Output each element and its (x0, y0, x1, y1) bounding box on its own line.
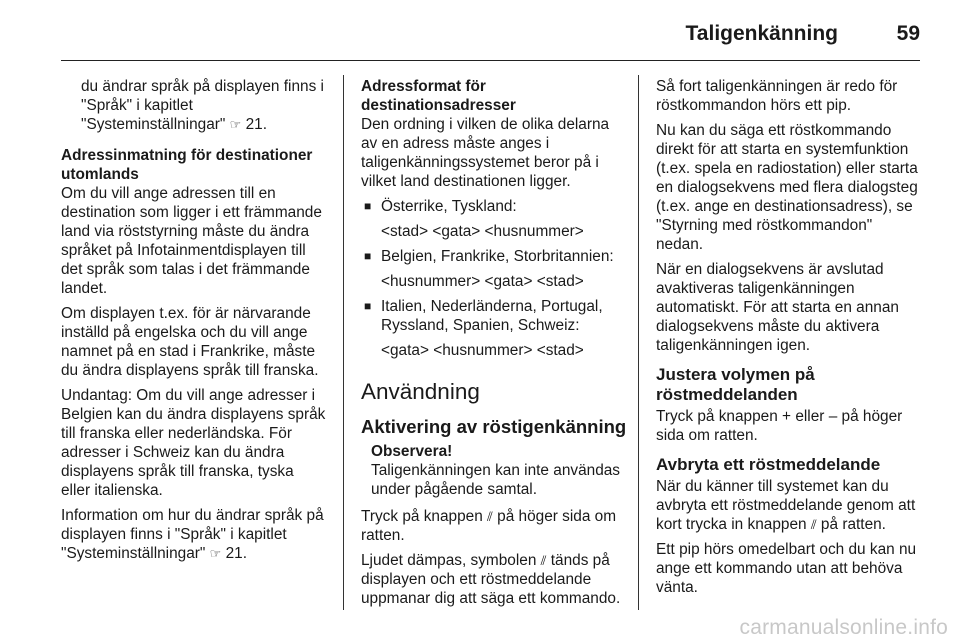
list-item: ■ Italien, Nederländerna, Portugal, Ryssland, Spanien, Schweiz: (361, 297, 627, 335)
country-format-list (361, 197, 627, 360)
header-divider (61, 60, 920, 61)
subsection-heading-volume: Justera volymen på röstmeddelanden (656, 365, 815, 404)
paragraph: Om du vill ange adressen till en destination som ligger i ett främmande land via röststyrning måste du ändra språket på Infotainmentdisplayen till det språk som talas i det främmande landet. (61, 185, 322, 297)
page-reference-icon: ☞ (229, 117, 242, 132)
watermark: carmanualsonline.info (739, 616, 948, 639)
column-divider-right (638, 75, 639, 610)
page-reference-link[interactable]: 21. (241, 116, 267, 133)
voice-button-icon: ⫽ (540, 553, 547, 568)
section-heading-address-format: Adressformat för destinationsadresser (361, 78, 516, 114)
page-number: 59 (896, 22, 920, 45)
note-title: Observera! (371, 443, 453, 460)
list-item: ■ Österrike, Tyskland: (361, 197, 627, 216)
note-box (361, 442, 627, 499)
page-header (61, 10, 920, 60)
column-divider-left (343, 75, 344, 610)
paragraph: När du känner till systemet kan du avbryta ett röstmeddelande genom att kort trycka in knappen ⫽ på ratten. (656, 478, 916, 533)
column-left (61, 77, 327, 569)
paragraph: Ljudet dämpas, symbolen ⫽ tänds på displayen och ett röstmeddelande uppmanar dig att säga ett kommando. (361, 552, 621, 607)
paragraph: Tryck på knappen + eller – på höger sida om ratten. (656, 408, 903, 444)
note-text: Taligenkänningen kan inte användas under pågående samtal. (371, 462, 621, 498)
paragraph: Så fort taligenkänningen är redo för röstkommandon hörs ett pip. (656, 78, 898, 114)
section-heading-foreign-address: Adressinmatning för destinationer utomlands (61, 147, 313, 183)
subsection-heading-cancel: Avbryta ett röstmeddelande (656, 455, 881, 474)
list-item: ■ Belgien, Frankrike, Storbritannien: (361, 247, 627, 266)
intro-paragraph: du ändrar språk på displayen finns i "Språk" i kapitlet "Systeminställningar" ☞ 21. (81, 78, 324, 133)
page-reference-icon: ☞ (209, 546, 222, 561)
page-reference-link[interactable]: 21. (221, 545, 247, 562)
paragraph: Nu kan du säga ett röstkommando direkt för att starta en systemfunktion (t.ex. spela en radiostation) eller starta en dialogsekvens med flera dialogsteg (t.ex. ange en destinationsadress), se "Styrning med röstkommandon" nedan. (656, 122, 918, 253)
paragraph: Den ordning i vilken de olika delarna av en adress måste anges i taligenkänningssystemet beror på i vilket land destinationen ligger. (361, 116, 610, 190)
subsection-heading: Aktivering av röstigenkänning (361, 416, 627, 437)
address-format: <husnummer> <gata> <stad> (381, 273, 584, 290)
paragraph: När en dialogsekvens är avslutad avaktiveras taligenkänningen automatiskt. För att starta en annan dialogsekvens måste du aktivera taligenkänningen igen. (656, 261, 899, 354)
paragraph: Tryck på knappen ⫽ på höger sida om ratten. (361, 508, 617, 544)
address-format: <gata> <husnummer> <stad> (381, 342, 584, 359)
column-middle (361, 77, 627, 614)
paragraph: Ett pip hörs omedelbart och du kan nu ange ett kommando utan att behöva vänta. (656, 541, 917, 596)
paragraph: Undantag: Om du vill ange adresser i Belgien kan du ändra displayens språk till franska eller nederländska. För adresser i Schweiz kan du ändra displayens språk till franska, tyska eller italienska. (61, 387, 326, 499)
minus-icon: – (828, 408, 838, 425)
chapter-heading: Användning (361, 379, 480, 404)
paragraph: Information om hur du ändrar språk på displayen finns i "Språk" i kapitlet "Systeminställningar" ☞ 21. (61, 507, 324, 562)
voice-button-icon: ⫽ (810, 517, 817, 532)
page-title: Taligenkänning (685, 22, 838, 45)
column-right (656, 77, 922, 603)
paragraph: Om displayen t.ex. för är närvarande inställd på engelska och du vill ange namnet på en stad i Frankrike, måste du ändra displayens språk till franska. (61, 305, 319, 379)
voice-button-icon: ⫽ (487, 509, 493, 524)
address-format: <stad> <gata> <husnummer> (381, 223, 584, 240)
plus-icon: + (782, 408, 792, 425)
